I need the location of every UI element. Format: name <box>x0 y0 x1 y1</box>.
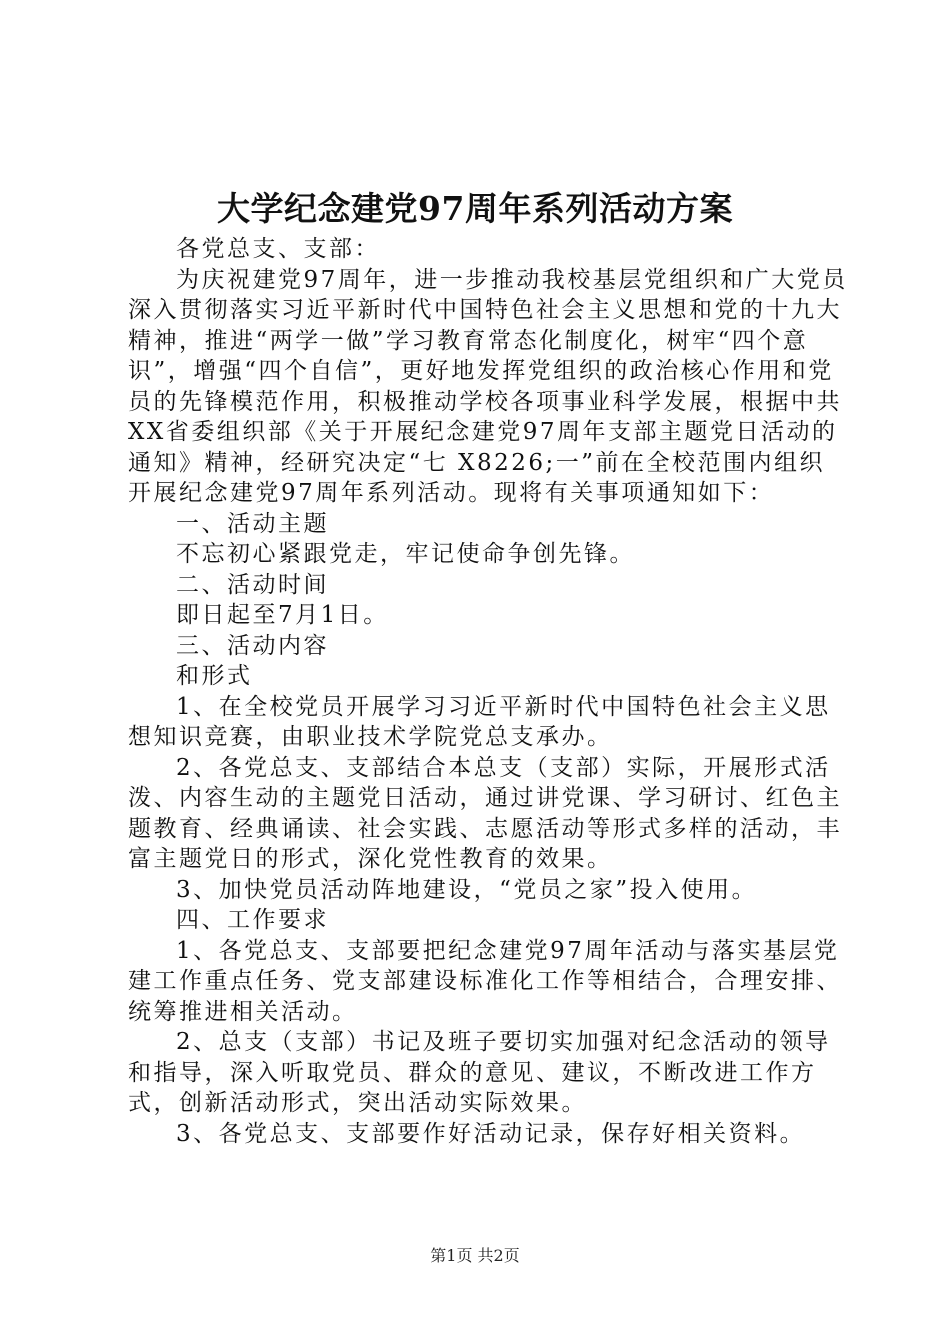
section-text-theme: 不忘初心紧跟党走，牢记使命争创先锋。 <box>176 541 635 567</box>
content-item: 2、各党总支、支部结合本总支（支部）实际，开展形式活泼、内容生动的主题党日活动，通过讲党课、学习研讨、红色主题教育、经典诵读、社会实践、志愿活动等形式多样的活动，丰富主题党日的形式，深化党性教育的效果。 <box>128 754 842 872</box>
section-text-time: 即日起至7月1日。 <box>176 602 389 628</box>
content-item: 1、在全校党员开展学习习近平新时代中国特色社会主义思想知识竞赛，由职业技术学院党总支承办。 <box>128 693 831 750</box>
page-indicator: 第1页 共2页 <box>430 1246 520 1265</box>
requirement-item: 2、总支（支部）书记及班子要切实加强对纪念活动的领导和指导，深入听取党员、群众的意见、建议，不断改进工作方式，创新活动形式，突出活动实际效果。 <box>128 1029 831 1116</box>
section-heading-content-cont: 和形式 <box>176 663 253 689</box>
salutation: 各党总支、支部： <box>176 236 380 262</box>
section-heading-theme: 一、活动主题 <box>176 510 329 537</box>
document-title: 大学纪念建党97周年系列活动方案 <box>217 189 733 228</box>
intro-paragraph: 为庆祝建党97周年，进一步推动我校基层党组织和广大党员深入贯彻落实习近平新时代中国特色社会主义思想和党的十九大精神，推进“两学一做”学习教育常态化制度化，树牢“四个意识”，增强“四个自信”，更好地发挥党组织的政治核心作用和党员的先锋模范作用，积极推动学校各项事业科学发展，根据中共XX省委组织部《关于开展纪念建党97周年支部主题党日活动的通知》精神，经研究决定“七 X8226;一”前在全校范围内组织开展纪念建党97周年系列活动。现将有关事项通知如下： <box>128 266 848 506</box>
requirement-item: 1、各党总支、支部要把纪念建党97周年活动与落实基层党建工作重点任务、党支部建设标准化工作等相结合，合理安排、统筹推进相关活动。 <box>128 937 842 1025</box>
document-body <box>128 234 848 1149</box>
section-heading-requirements: 四、工作要求 <box>176 907 329 933</box>
content-item: 3、加快党员活动阵地建设，“党员之家”投入使用。 <box>176 876 758 903</box>
requirement-item: 3、各党总支、支部要作好活动记录，保存好相关资料。 <box>176 1120 806 1147</box>
section-heading-time: 二、活动时间 <box>176 571 329 598</box>
section-heading-content: 三、活动内容 <box>176 632 329 659</box>
